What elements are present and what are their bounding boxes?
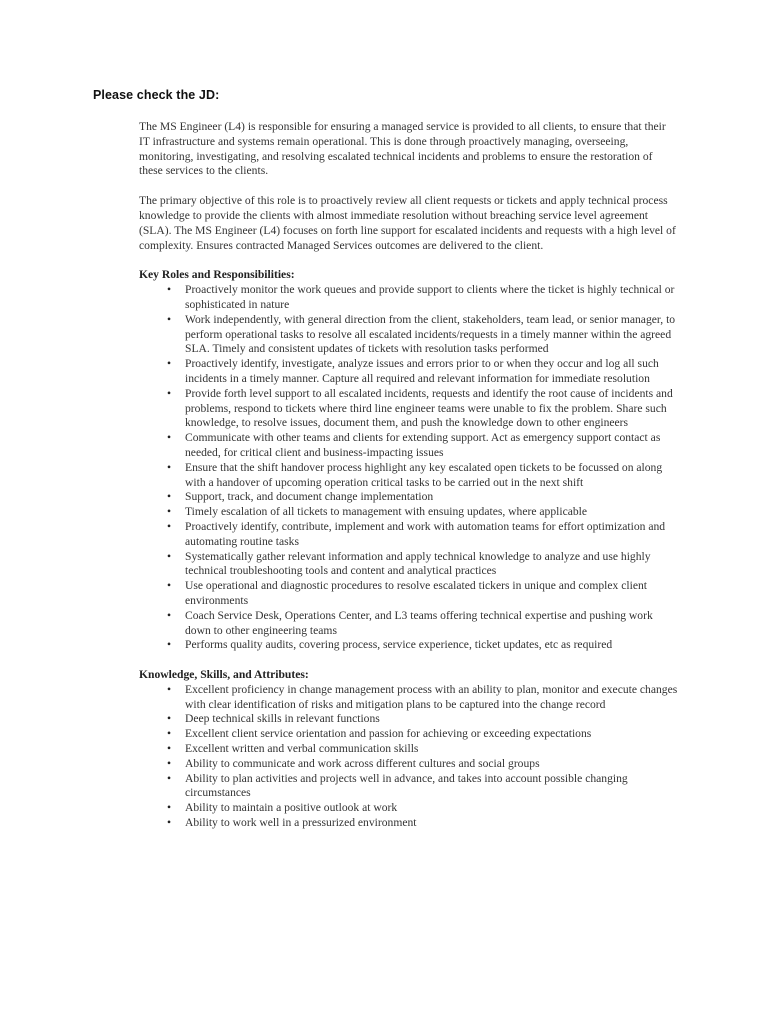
list-item: [139, 520, 679, 550]
list-item-text: Performs quality audits, covering process, service experience, ticket updates, etc as required: [185, 638, 613, 652]
bullet-icon: •: [166, 519, 172, 533]
bullet-icon: •: [166, 283, 172, 297]
list-item-text: Excellent written and verbal communication skills: [185, 742, 419, 756]
list-item-text: Systematically gather relevant information and apply technical knowledge to analyze and use highly technical troubleshooting tools and content and analytical practices: [185, 549, 651, 578]
bullet-icon: •: [166, 357, 172, 371]
list-item-text: Excellent proficiency in change management process with an ability to plan, monitor and execute changes with clear identification of risks and mitigation plans to be captured into the change record: [185, 682, 678, 711]
bullet-icon: •: [166, 505, 172, 519]
list-item: [139, 461, 679, 491]
section-knowledge: [139, 668, 679, 831]
list-item: [139, 712, 679, 727]
bullet-icon: •: [166, 771, 172, 785]
list-item: [139, 357, 679, 387]
bullet-list: [139, 283, 679, 653]
list-item-text: Use operational and diagnostic procedures to resolve escalated tickers in unique and complex client environments: [185, 579, 647, 607]
section-title: Knowledge, Skills, and Attributes:: [139, 668, 309, 682]
list-item-text: Ensure that the shift handover process highlight any key escalated open tickets to be focussed on along with a handover of upcoming operation critical tasks to be carried out in the next shift: [185, 460, 663, 489]
list-item: [139, 727, 679, 742]
section-spacer: [139, 653, 679, 668]
list-item: [139, 431, 679, 461]
bullet-icon: •: [166, 742, 172, 756]
list-item: [139, 490, 679, 505]
list-item-text: Proactively identify, investigate, analyze issues and errors prior to or when they occur and log all such incidents in a timely manner. Capture all required and relevant information for immediate resolution: [185, 357, 659, 385]
bullet-icon: •: [166, 756, 172, 770]
bullet-icon: •: [166, 549, 172, 563]
bullet-icon: •: [166, 712, 172, 726]
list-item-text: Ability to work well in a pressurized environment: [185, 816, 417, 830]
list-item-text: Provide forth level support to all escalated incidents, requests and identify the root cause of incidents and problems, respond to tickets where third line engineer teams were unable to fix the problem. Share such knowledge, to resolve issues, document them, and push the knowledge down to other engineers: [185, 386, 673, 430]
intro-paragraph: The MS Engineer (L4) is responsible for ensuring a managed service is provided to all clients, to ensure that their IT infrastructure and systems remain operational. This is done through proactively managing, overseeing, monitoring, investigating, and resolving escalated technical incidents and problems to ensure the restoration of these services to the clients.: [139, 120, 666, 178]
list-item-text: Work independently, with general direction from the client, stakeholders, team lead, or senior manager, to perform operational tasks to resolve all escalated incidents/requests in a timely manner within the agreed SLA. Timely and consistent updates of tickets with resolution tasks performed: [185, 312, 676, 356]
bullet-icon: •: [166, 801, 172, 815]
list-item-text: Excellent client service orientation and passion for achieving or exceeding expectations: [185, 727, 592, 741]
list-item-text: Timely escalation of all tickets to management with ensuing updates, where applicable: [185, 505, 588, 519]
section-title: Key Roles and Responsibilities:: [139, 268, 295, 282]
bullet-icon: •: [166, 312, 172, 326]
list-item-text: Communicate with other teams and clients for extending support. Act as emergency support contact as needed, for critical client and business-impacting issues: [185, 431, 661, 459]
list-item-text: Ability to plan activities and projects well in advance, and takes into account possible changing circumstances: [185, 771, 628, 800]
list-item: [139, 816, 679, 831]
bullet-icon: •: [166, 638, 172, 652]
bullet-icon: •: [166, 490, 172, 504]
bullet-icon: •: [166, 682, 172, 696]
bullet-icon: •: [166, 386, 172, 400]
bullet-list: [139, 683, 679, 831]
document-heading: Please check the JD:: [93, 88, 220, 102]
bullet-icon: •: [166, 460, 172, 474]
list-item: [139, 609, 679, 639]
list-item: [139, 757, 679, 772]
bullet-icon: •: [166, 431, 172, 445]
list-item: [139, 387, 679, 431]
list-item: [139, 772, 679, 802]
list-item: [139, 638, 679, 653]
list-item: [139, 313, 679, 357]
section-roles: [139, 268, 679, 653]
list-item-text: Deep technical skills in relevant functions: [185, 712, 380, 726]
list-item: [139, 505, 679, 520]
list-item: [139, 579, 679, 609]
list-item-text: Coach Service Desk, Operations Center, and L3 teams offering technical expertise and pushing work down to other engineering teams: [185, 608, 653, 637]
bullet-icon: •: [166, 727, 172, 741]
list-item-text: Support, track, and document change implementation: [185, 490, 434, 504]
list-item: [139, 742, 679, 757]
document-body: [139, 120, 679, 831]
list-item-text: Ability to maintain a positive outlook at work: [185, 801, 398, 815]
bullet-icon: •: [166, 816, 172, 830]
list-item: [139, 550, 679, 580]
list-item: [139, 801, 679, 816]
bullet-icon: •: [166, 608, 172, 622]
list-item-text: Ability to communicate and work across different cultures and social groups: [185, 756, 540, 770]
list-item-text: Proactively identify, contribute, implement and work with automation teams for effort optimization and automating routine tasks: [185, 519, 666, 548]
objective-paragraph: The primary objective of this role is to proactively review all client requests or tickets and apply technical process knowledge to provide the clients with almost immediate resolution without breaching service level agreement (SLA). The MS Engineer (L4) focuses on forth line support for escalated incidents and requests with a high level of complexity. Ensures contracted Managed Services outcomes are delivered to the client.: [139, 194, 676, 252]
list-item: [139, 283, 679, 313]
list-item: [139, 683, 679, 713]
list-item-text: Proactively monitor the work queues and provide support to clients where the ticket is highly technical or sophisticated in nature: [185, 283, 675, 311]
bullet-icon: •: [166, 579, 172, 593]
